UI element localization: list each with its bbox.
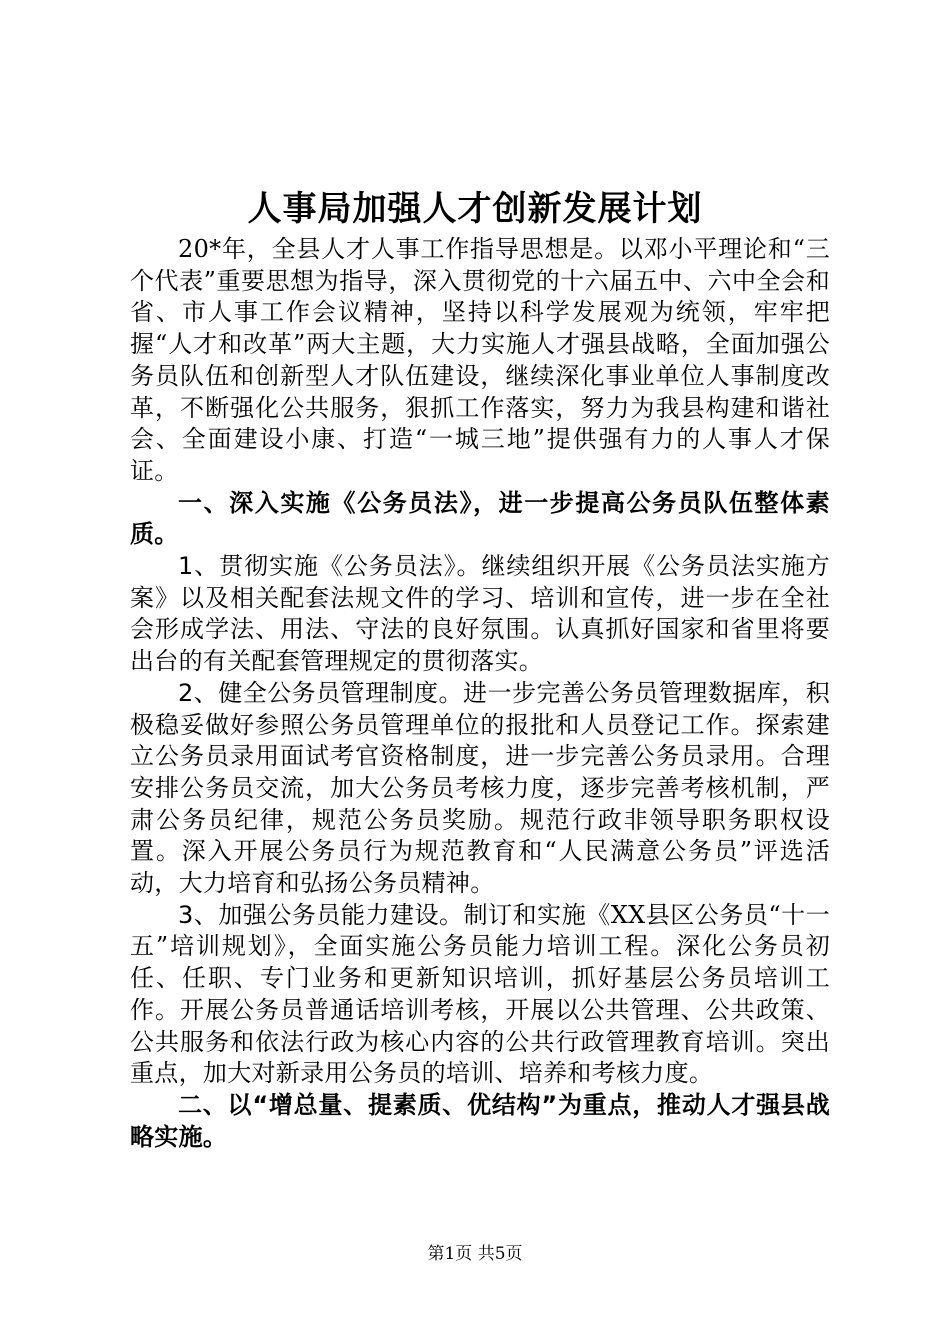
item-paragraph-2	[130, 678, 830, 900]
intro-paragraph: 20*年，全县人才人事工作指导思想是。以邓小平理论和“三个代表”重要思想为指导，深入贯彻党的十六届五中、六中全会和省、市人事工作会议精神，坚持以科学发展观为统领，牢牢把握“人才和改革”两大主题，大力实施人才强县战略，全面加强公务员队伍和创新型人才队伍建设，继续深化事业单位人事制度改革，不断强化公共服务，狠抓工作落实，努力为我县构建和谐社会、全面建设小康、打造“一城三地”提供强有力的人事人才保证。	[130, 235, 830, 485]
document-body	[130, 234, 830, 1153]
item-text-2: 进一步完善公务员管理数据库，积极稳妥做好参照公务员管理单位的报批和人员登记工作。探索建立公务员录用面试考官资格制度，进一步完善公务员录用。合理安排公务员交流，加大公务员考核力度，逐步完善考核机制，严肃公务员纪律，规范公务员奖励。规范行政非领导职务职权设置。深入开展公务员行为规范教育和“人民满意公务员”评选活动，大力培育和弘扬公务员精神。	[130, 678, 831, 898]
item-text-3: 制订和实施《XX县区公务员“十一五”培训规划》，全面实施公务员能力培训工程。深化公务员初任、任职、专门业务和更新知识培训，抓好基层公务员培训工作。开展公务员普通话培训考核，开展以公共管理、公共政策、公共服务和依法行政为核心内容的公共行政管理教育培训。突出重点，加大对新录用公务员的培训、培养和考核力度。	[130, 900, 830, 1088]
item-paragraph-1	[130, 551, 830, 678]
item-lead-3: 3、加强公务员能力建设。	[178, 900, 464, 929]
page-number-footer: 第1页 共5页	[427, 1244, 523, 1264]
item-text-1: 继续组织开展《公务员法实施方案》以及相关配套法规文件的学习、培训和宣传，进一步在全社会形成学法、用法、守法的良好氛围。认真抓好国家和省里将要出台的有关配套管理规定的贯彻落实。	[130, 552, 830, 676]
item-lead-1: 1、贯彻实施《公务员法》。	[178, 552, 482, 581]
item-paragraph-3	[130, 900, 830, 1090]
section-heading-1: 一、深入实施《公务员法》，进一步提高公务员队伍整体素质。	[130, 488, 830, 549]
document-title: 人事局加强人才创新发展计划	[247, 189, 703, 229]
item-lead-2: 2、健全公务员管理制度。	[178, 678, 464, 707]
section-heading-2: 二、以“增总量、提素质、优结构”为重点，推动人才强县战略实施。	[130, 1090, 830, 1151]
